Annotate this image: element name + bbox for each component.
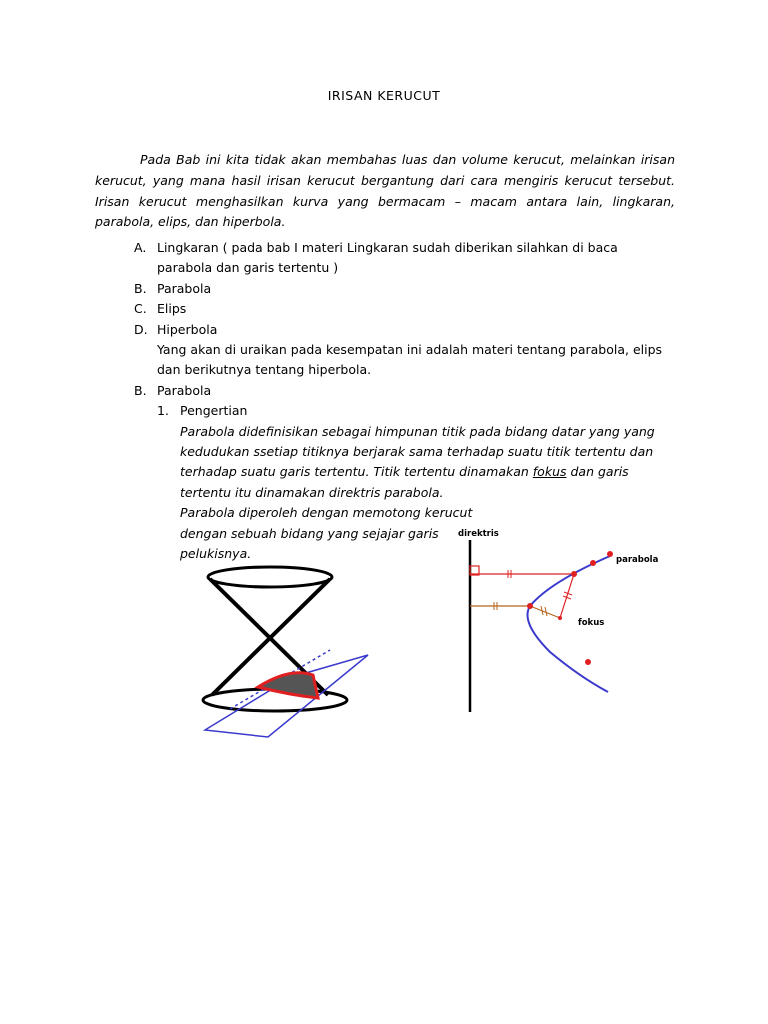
point-on-parabola bbox=[571, 571, 577, 577]
list-marker: B. bbox=[134, 280, 147, 296]
page-title: IRISAN KERUCUT bbox=[327, 88, 441, 103]
fokus-term: fokus bbox=[532, 464, 567, 480]
label-direktris: direktris bbox=[458, 529, 499, 539]
parabola-definition-figure bbox=[450, 522, 670, 717]
list-item bbox=[134, 381, 679, 401]
list-item-text-continued: parabola dan garis tertentu ) bbox=[157, 260, 339, 276]
point-on-parabola bbox=[590, 560, 596, 566]
content-list bbox=[134, 238, 679, 565]
focus-point bbox=[558, 616, 562, 620]
sub-marker: 1. bbox=[157, 403, 169, 419]
sub-heading: Pengertian bbox=[180, 403, 248, 419]
list-item-text: Parabola bbox=[157, 382, 212, 398]
point-on-parabola bbox=[585, 659, 591, 665]
double-cone-figure bbox=[190, 555, 380, 750]
list-marker: A. bbox=[134, 240, 147, 255]
vertex-point bbox=[527, 603, 533, 609]
intro-paragraph: Pada Bab ini kita tidak akan membahas luas dan volume kerucut, melainkan irisan kerucut, yang mana hasil irisan kerucut bergantung dari cara mengiris kerucut tersebut. Irisan kerucut menghasilkan kurva yang bermacam – macam antara lain, lingkaran, parabola, elips, dan hiperbola. bbox=[95, 152, 675, 230]
definition-paragraph: Parabola didefinisikan sebagai himpunan titik pada bidang datar yang yang kedudukan ssetiap titiknya berjarak sama terhadap suatu titik tertentu dan terhadap suatu garis tertentu. Titik tertentu dinamakan fokus dan garis tertentu itu dinamakan direktris parabola. bbox=[180, 423, 655, 500]
list-item bbox=[134, 299, 679, 319]
list-item-note: Yang akan di uraikan pada kesempatan ini adalah materi tentang parabola, elips dan berikutnya tentang hiperbola. bbox=[157, 342, 663, 378]
list-item bbox=[134, 320, 679, 381]
list-item-text: Elips bbox=[157, 301, 187, 317]
point-on-parabola bbox=[607, 551, 613, 557]
list-item-text: Hiperbola bbox=[157, 321, 218, 337]
cone-top-ellipse bbox=[208, 567, 332, 587]
list-marker: C. bbox=[134, 301, 147, 317]
label-fokus: fokus bbox=[578, 618, 605, 628]
cone-paragraph: Parabola diperoleh dengan memotong kerucut dengan sebuah bidang yang sejajar garis pelukisnya. bbox=[180, 505, 473, 562]
parabola-section bbox=[258, 673, 318, 698]
label-parabola: parabola bbox=[616, 555, 659, 565]
list-item-text: Parabola bbox=[157, 280, 212, 296]
list-item bbox=[134, 238, 679, 279]
list-marker: B. bbox=[134, 382, 147, 398]
list-item-text: Lingkaran ( pada bab I materi Lingkaran sudah diberikan silahkan di baca bbox=[157, 240, 618, 255]
list-item bbox=[134, 279, 679, 299]
list-marker: D. bbox=[134, 321, 148, 337]
